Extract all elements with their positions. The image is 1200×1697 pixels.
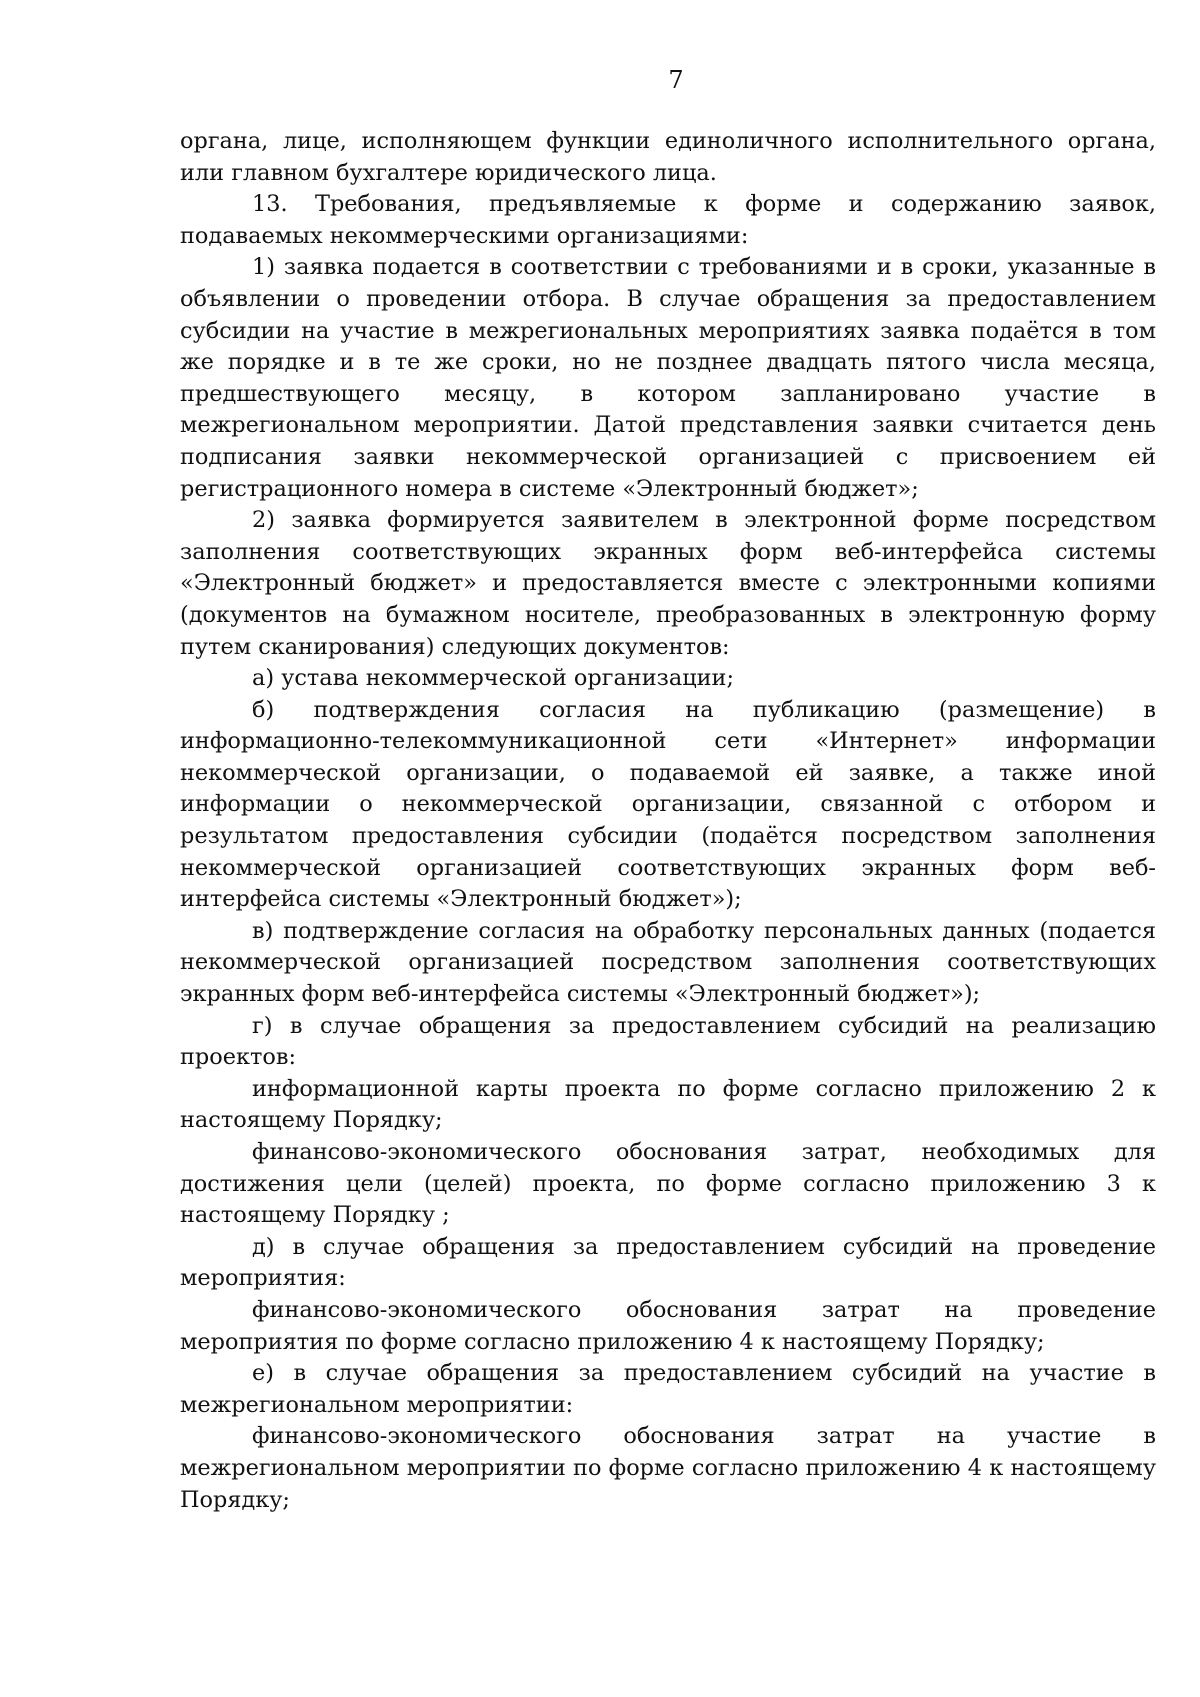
paragraph-letter-b: б) подтверждения согласия на публикацию (размещение) в информационно-телекоммуникационной сети «Интернет» информации некоммерческой организации, о подаваемой ей заявке, а также иной информации о некоммерческой организации, связанной с отбором и результатом предоставления субсидии (подаётся посредством заполнения некоммерческой организацией соответствующих экранных форм веб-интерфейса системы «Электронный бюджет»); [180,696,1156,913]
paragraph-letter-e: е) в случае обращения за предоставлением субсидий на участие в межрегиональном мероприятии: [180,1360,1156,1418]
paragraph-intro: органа, лице, исполняющем функции единоличного исполнительного органа, или главном бухгалтере юридического лица. [180,128,1156,186]
paragraph-letter-v: в) подтверждение согласия на обработку персональных данных (подается некоммерческой организацией посредством заполнения соответствующих экранных форм веб-интерфейса системы «Электронный бюджет»); [180,917,1156,1008]
paragraph-interregional-costs: финансово-экономического обоснования затрат на участие в межрегиональном мероприятии по форме согласно приложению 4 к настоящему Порядку; [180,1423,1156,1513]
paragraph-project-costs: финансово-экономического обоснования затрат, необходимых для достижения цели (целей) проекта, по форме согласно приложению 3 к настоящему Порядку ; [180,1139,1156,1229]
paragraph-letter-g: г) в случае обращения за предоставлением субсидий на реализацию проектов: [180,1012,1156,1071]
paragraph-project-card: информационной карты проекта по форме согласно приложению 2 к настоящему Порядку; [180,1075,1156,1134]
page-number: 7 [668,66,684,94]
paragraph-letter-a: а) устава некоммерческой организации; [252,665,734,692]
paragraph-subitem-1: 1) заявка подается в соответствии с требованиями и в сроки, указанные в объявлении о проведении отбора. В случае обращения за предоставлением субсидии на участие в межрегиональных мероприятиях заявка подаётся в том же порядке и в те же сроки, но не позднее двадцать пятого числа месяца, предшествующего месяцу, в котором запланировано участие в межрегиональном мероприятии. Датой представления заявки считается день подписания заявки некоммерческой организацией с присвоением ей регистрационного номера в системе «Электронный бюджет»; [180,254,1156,502]
paragraph-event-costs: финансово-экономического обоснования затрат на проведение мероприятия по форме согласно приложению 4 к настоящему Порядку; [180,1296,1156,1355]
paragraph-item-13: 13. Требования, предъявляемые к форме и содержанию заявок, подаваемых некоммерческими организациями: [180,191,1156,249]
paragraph-letter-d: д) в случае обращения за предоставлением субсидий на проведение мероприятия: [180,1233,1156,1292]
paragraph-subitem-2: 2) заявка формируется заявителем в электронной форме посредством заполнения соответствующих экранных форм веб-интерфейса системы «Электронный бюджет» и предоставляется вместе с электронными копиями (документов на бумажном носителе, преобразованных в электронную форму путем сканирования) следующих документов: [180,507,1156,660]
document-body [180,126,1156,1516]
